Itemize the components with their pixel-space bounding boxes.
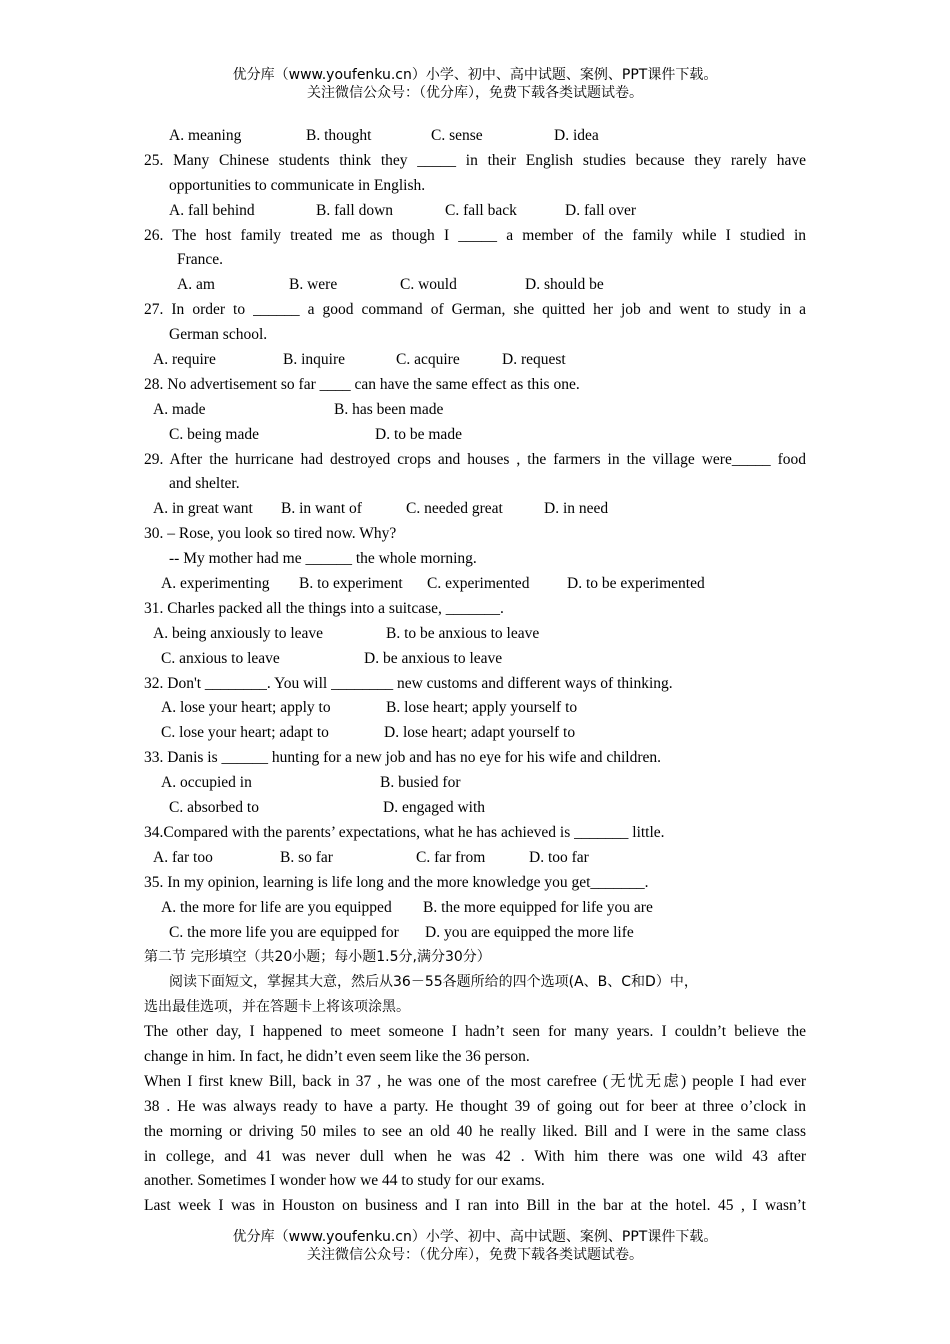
q27-option-b: B. inquire xyxy=(283,351,345,369)
q35-options-row-1 xyxy=(144,896,806,921)
q25-stem-line-1: 25. Many Chinese students think they _____ in their English studies because they rarely have xyxy=(144,151,806,169)
q32-option-c: C. lose your heart; adapt to xyxy=(161,724,329,742)
q24-option-b: B. thought xyxy=(306,127,372,144)
q31-option-d: D. be anxious to leave xyxy=(364,649,503,667)
q27-options xyxy=(144,348,806,373)
q27-option-a: A. require xyxy=(153,351,216,369)
q25-options xyxy=(144,199,806,224)
q27-option-c: C. acquire xyxy=(396,351,460,369)
q31-option-a: A. being anxiously to leave xyxy=(153,624,324,642)
section-2-title: 第二节 完形填空（共20小题；每小题1.5分,满分30分） xyxy=(144,949,491,966)
q28-option-c: C. being made xyxy=(169,425,259,443)
passage-p2-line-4: in college, and 41 was never dull when he was 42 . With him there was one wild 43 after xyxy=(144,1147,806,1165)
q30-option-c: C. experimented xyxy=(427,575,530,593)
q30-options xyxy=(144,572,806,597)
passage-p2-line-1: When I first knew Bill, back in 37 , he was one of the most carefree (无忧无虑) people I had ever xyxy=(144,1072,806,1090)
q35-option-b: B. the more equipped for life you are xyxy=(423,898,653,916)
q31-options-row-2 xyxy=(144,647,806,672)
q34-stem: 34.Compared with the parents’ expectations, what he has achieved is _______ little. xyxy=(144,823,665,841)
q28-option-b: B. has been made xyxy=(334,400,444,418)
q31-option-b: B. to be anxious to leave xyxy=(386,624,540,642)
q31-stem: 31. Charles packed all the things into a suitcase, _______. xyxy=(144,599,504,617)
q32-options-row-2 xyxy=(144,721,806,746)
q27-option-d: D. request xyxy=(502,351,566,369)
q34-option-c: C. far from xyxy=(416,848,486,866)
q32-stem: 32. Don't ________. You will ________ new customs and different ways of thinking. xyxy=(144,674,673,692)
q34-options xyxy=(144,846,806,871)
q35-option-d: D. you are equipped the more life xyxy=(425,923,634,941)
q33-option-d: D. engaged with xyxy=(383,799,486,817)
header-line-2: 关注微信公众号：（优分库），免费下载各类试题试卷。 xyxy=(307,85,643,101)
q25-option-b: B. fall down xyxy=(316,201,394,219)
q29-option-d: D. in need xyxy=(544,500,609,518)
q29-option-c: C. needed great xyxy=(406,500,503,518)
q31-option-c: C. anxious to leave xyxy=(161,649,280,667)
q33-option-c: C. absorbed to xyxy=(169,799,259,817)
q30-option-a: A. experimenting xyxy=(161,575,270,593)
q32-option-d: D. lose heart; adapt yourself to xyxy=(384,724,576,742)
q27-stem-line-1: 27. In order to ______ a good command of German, she quitted her job and went to study in a xyxy=(144,301,806,319)
exam-content xyxy=(144,124,806,1219)
q26-option-b: B. were xyxy=(289,276,338,294)
section-2-instruction-line-2: 选出最佳选项，并在答题卡上将该项涂黑。 xyxy=(144,999,410,1016)
q24-option-a: A. meaning xyxy=(169,127,242,144)
q25-stem-line-2: opportunities to communicate in English. xyxy=(169,176,426,194)
q28-option-d: D. to be made xyxy=(375,425,462,443)
q31-options-row-1 xyxy=(144,622,806,647)
passage-p2-line-3: the morning or driving 50 miles to see an old 40 he really liked. Bill and I were in the same class xyxy=(144,1122,806,1140)
q26-options xyxy=(144,273,806,298)
footer-line-1: 优分库（www.youfenku.cn）小学、初中、高中试题、案例、PPT课件下载。 xyxy=(232,1229,718,1245)
q34-option-d: D. too far xyxy=(529,848,589,866)
q29-option-b: B. in want of xyxy=(281,500,362,518)
q32-option-a: A. lose your heart; apply to xyxy=(161,699,331,717)
footer-line-2: 关注微信公众号：（优分库），免费下载各类试题试卷。 xyxy=(307,1247,643,1263)
section-2-instruction-line-1: 阅读下面短文，掌握其大意，然后从36－55各题所给的四个选项(A、B、C和D）中， xyxy=(169,974,698,991)
q26-stem-line-2: France. xyxy=(177,251,224,269)
q25-option-d: D. fall over xyxy=(565,201,637,219)
q28-stem: 28. No advertisement so far ____ can have the same effect as this one. xyxy=(144,375,580,393)
header-line-1: 优分库（www.youfenku.cn）小学、初中、高中试题、案例、PPT课件下载。 xyxy=(232,67,718,83)
q28-options-row-1 xyxy=(144,398,806,423)
q24-options xyxy=(144,124,806,149)
q32-option-b: B. lose heart; apply yourself to xyxy=(386,699,578,717)
q34-option-a: A. far too xyxy=(153,848,213,866)
q35-option-a: A. the more for life are you equipped xyxy=(161,898,392,916)
q33-stem: 33. Danis is ______ hunting for a new job and has no eye for his wife and children. xyxy=(144,749,661,767)
q27-stem-line-2: German school. xyxy=(169,326,268,344)
q26-option-d: D. should be xyxy=(525,276,604,294)
q33-options-row-1 xyxy=(144,771,806,796)
passage-p1-line-2: change in him. In fact, he didn’t even seem like the 36 person. xyxy=(144,1047,530,1065)
passage-p2-line-5: another. Sometimes I wonder how we 44 to study for our exams. xyxy=(144,1172,545,1190)
passage-p2-line-2: 38 . He was always ready to have a party. He thought 39 of going out for beer at three o’clock in xyxy=(144,1097,806,1115)
q25-option-a: A. fall behind xyxy=(169,201,255,219)
q28-options-row-2 xyxy=(144,423,806,448)
q28-option-a: A. made xyxy=(153,400,206,418)
q29-stem-line-2: and shelter. xyxy=(169,475,240,493)
q32-options-row-1 xyxy=(144,696,806,721)
q34-option-b: B. so far xyxy=(280,848,333,866)
q29-stem-line-1: 29. After the hurricane had destroyed crops and houses , the farmers in the village were_____ food xyxy=(144,450,806,468)
q33-option-b: B. busied for xyxy=(380,774,461,792)
q30-option-b: B. to experiment xyxy=(299,575,403,593)
q35-stem: 35. In my opinion, learning is life long and the more knowledge you get_______. xyxy=(144,873,649,891)
passage-p1-line-1: The other day, I happened to meet someone I hadn’t seen for many years. I couldn’t believe the xyxy=(144,1023,806,1041)
q33-options-row-2 xyxy=(144,796,806,821)
q29-option-a: A. in great want xyxy=(153,500,253,518)
page-header xyxy=(0,66,950,102)
q30-option-d: D. to be experimented xyxy=(567,575,705,593)
q26-stem-line-1: 26. The host family treated me as though I _____ a member of the family while I studied in xyxy=(144,226,806,244)
q30-stem-line-2: -- My mother had me ______ the whole morning. xyxy=(169,550,477,568)
q24-option-d: D. idea xyxy=(554,127,599,144)
q24-option-c: C. sense xyxy=(431,127,483,144)
q30-stem-line-1: 30. – Rose, you look so tired now. Why? xyxy=(144,525,397,543)
passage-p3-line-1: Last week I was in Houston on business and I ran into Bill in the bar at the hotel. 45 , I wasn’t xyxy=(144,1197,806,1215)
q33-option-a: A. occupied in xyxy=(161,774,252,792)
q35-options-row-2 xyxy=(144,921,806,946)
q26-option-a: A. am xyxy=(177,276,215,294)
q25-option-c: C. fall back xyxy=(445,201,517,219)
q35-option-c: C. the more life you are equipped for xyxy=(169,923,399,941)
q29-options xyxy=(144,497,806,522)
q26-option-c: C. would xyxy=(400,276,457,294)
page-footer xyxy=(0,1228,950,1264)
